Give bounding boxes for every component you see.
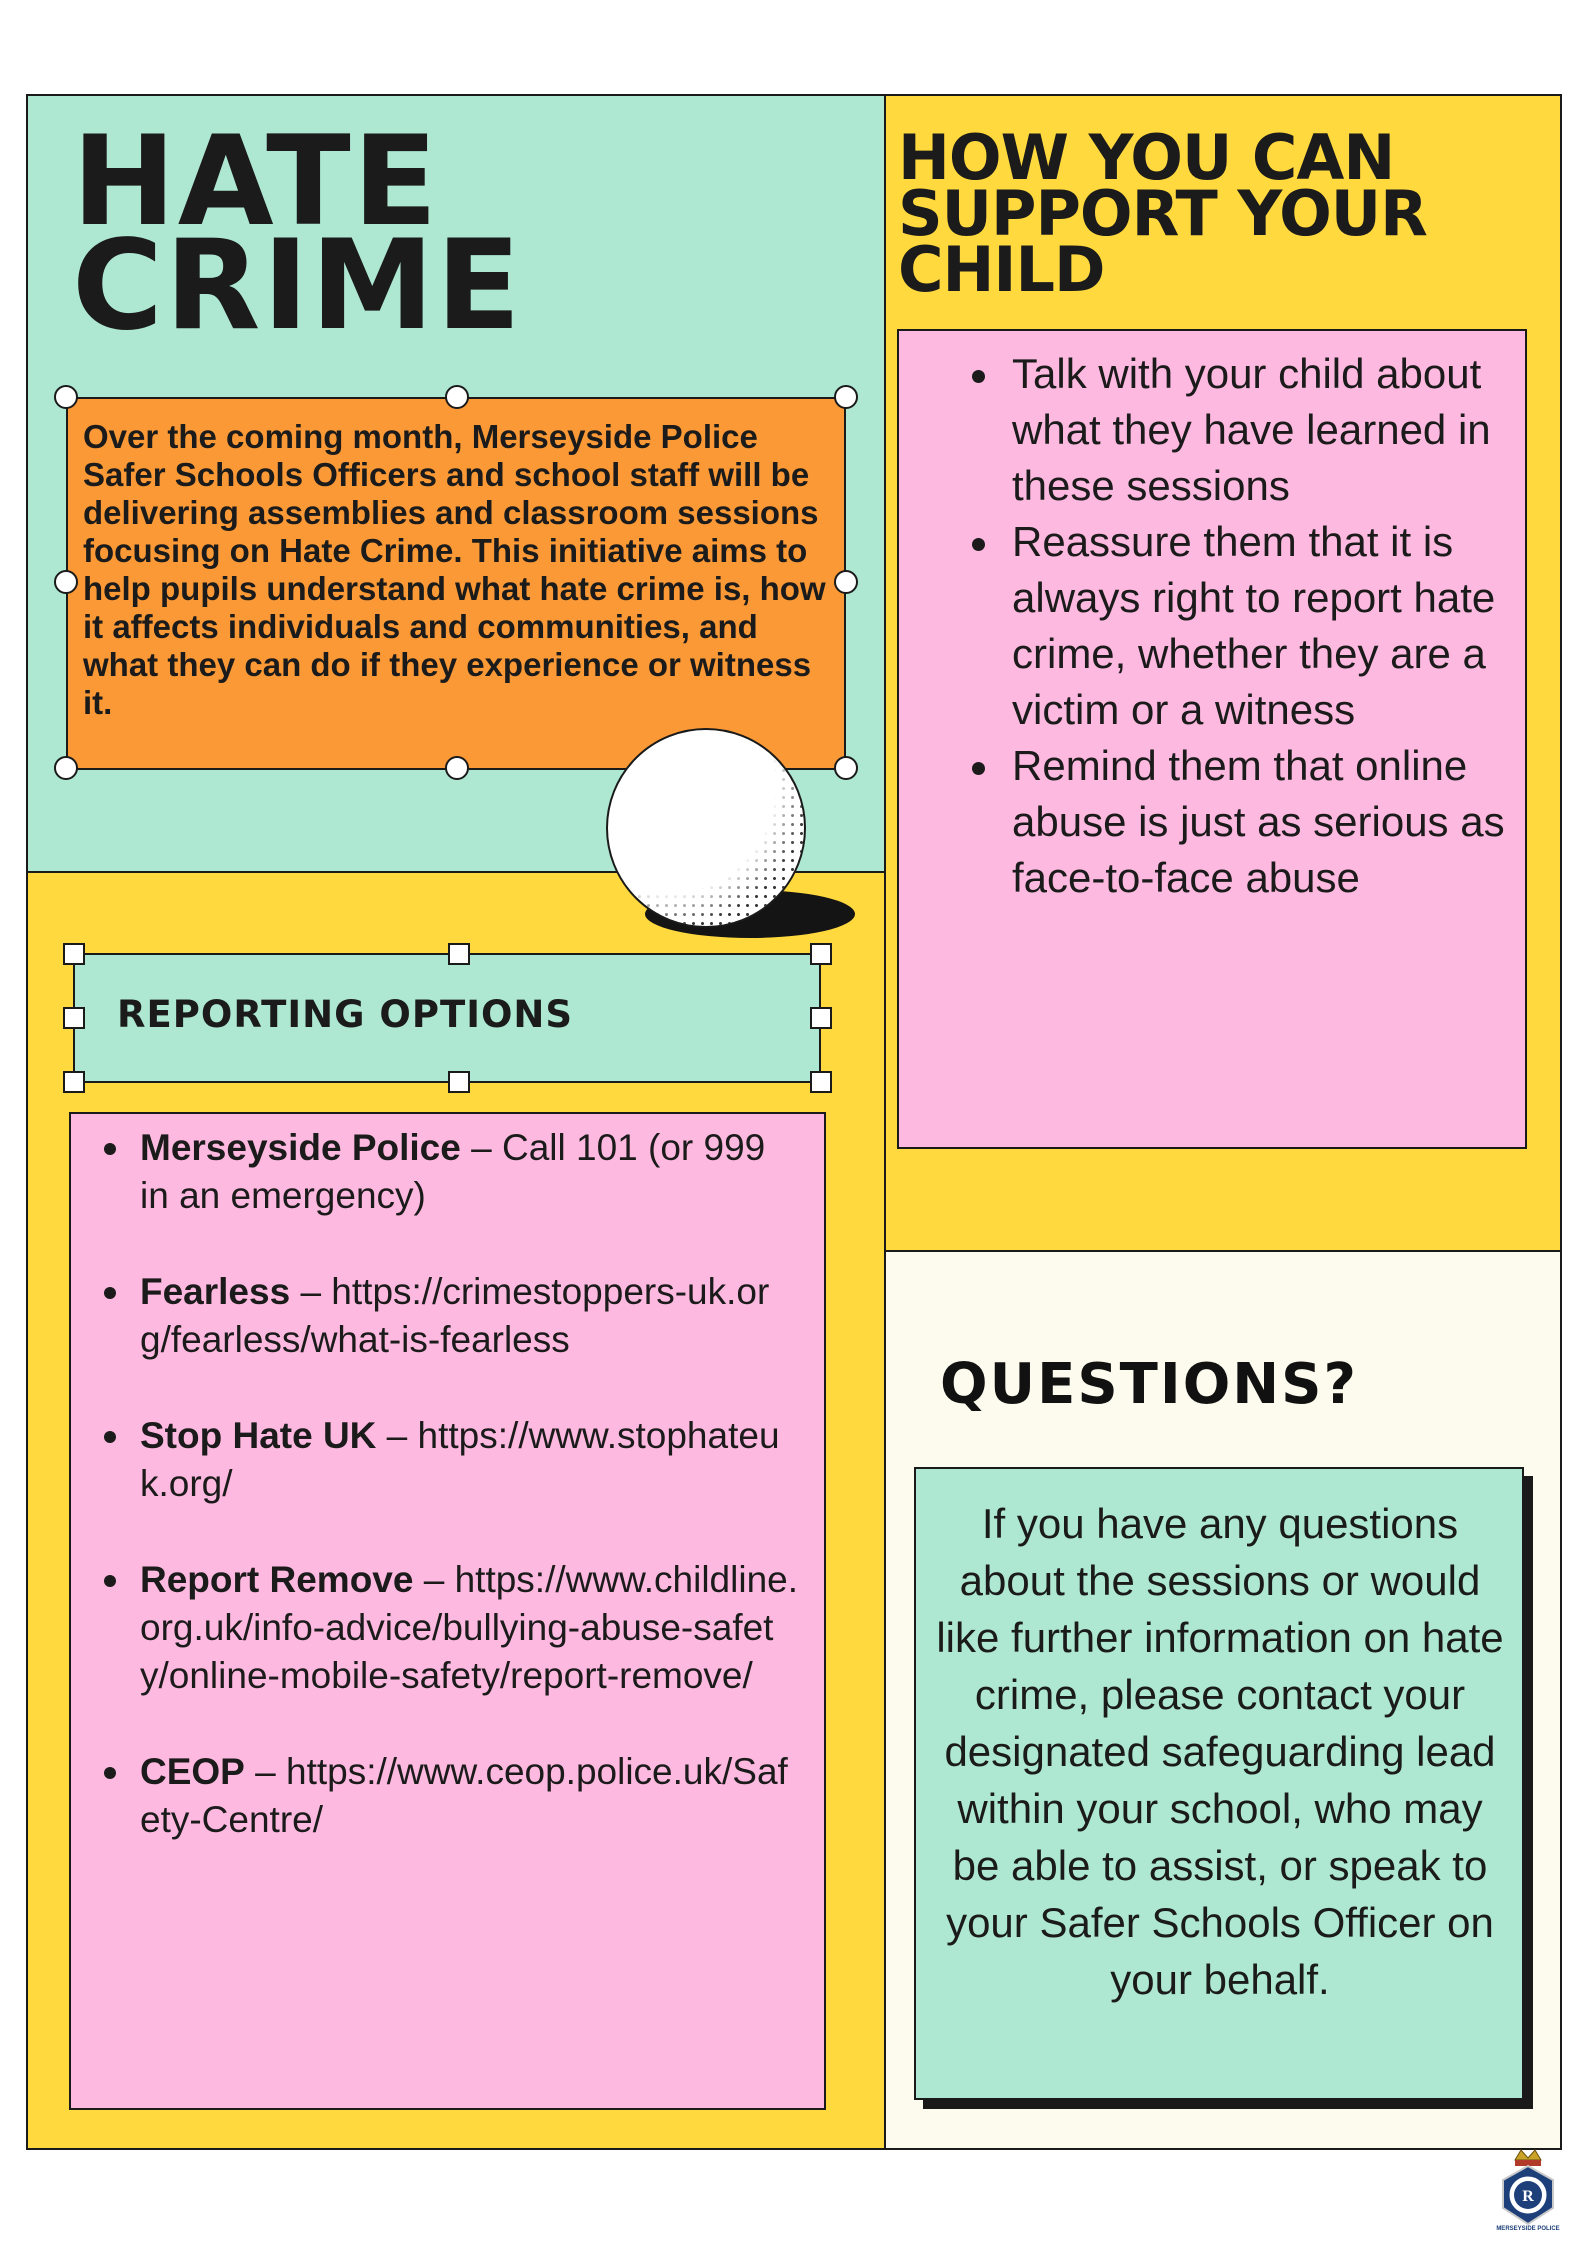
list-item: Reassure them that it is always right to report hate crime, whether they are a victim or a witness <box>1012 514 1512 738</box>
option-link[interactable]: – https://www.stophateuk.org/ <box>140 1415 780 1504</box>
option-link[interactable]: – https://www.childline.org.uk/info-advice/bullying-abuse-safety/online-mobile-safety/report-remove/ <box>140 1559 799 1696</box>
option-name: CEOP <box>140 1751 245 1792</box>
merseyside-police-crest-icon <box>1495 2146 1561 2232</box>
reporting-options-title: REPORTING OPTIONS <box>117 993 574 1036</box>
resize-handle[interactable] <box>63 1071 85 1093</box>
resize-handle[interactable] <box>63 1007 85 1029</box>
resize-handle[interactable] <box>54 385 78 409</box>
page-title: HATE CRIME <box>72 110 523 358</box>
option-detail: – Call 101 (or 999 in an emergency) <box>140 1127 766 1216</box>
support-title: HOW YOU CAN SUPPORT YOUR CHILD <box>898 121 1427 306</box>
list-item <box>140 1124 800 1220</box>
resize-handle[interactable] <box>448 943 470 965</box>
ball-decoration <box>606 728 806 928</box>
resize-handle[interactable] <box>834 756 858 780</box>
resize-handle[interactable] <box>448 1071 470 1093</box>
option-name: Fearless <box>140 1271 291 1312</box>
list-item <box>140 1412 800 1508</box>
option-name: Merseyside Police <box>140 1127 461 1168</box>
option-name: Stop Hate UK <box>140 1415 377 1456</box>
option-link[interactable]: – https://www.ceop.police.uk/Safety-Centre/ <box>140 1751 788 1840</box>
intro-text: Over the coming month, Merseyside Police Safer Schools Officers and school staff will be delivering assemblies and classroom sessions focusing on Hate Crime. This initiative aims to help pupils understand what hate crime is, how it affects individuals and communities, and what they can do if they experience or witness it. <box>83 418 826 721</box>
questions-text: If you have any questions about the sessions or would like further information on hate crime, please contact your designated safeguarding lead within your school, who may be able to assist, or speak to your Safer Schools Officer on your behalf. <box>936 1500 1504 2003</box>
reporting-options-list <box>140 1124 800 1892</box>
resize-handle[interactable] <box>63 943 85 965</box>
option-link[interactable]: – https://crimestoppers-uk.org/fearless/what-is-fearless <box>140 1271 770 1360</box>
questions-title: QUESTIONS? <box>940 1352 1358 1417</box>
resize-handle[interactable] <box>445 756 469 780</box>
option-name: Report Remove <box>140 1559 414 1600</box>
support-list <box>1012 346 1512 906</box>
list-item <box>140 1748 800 1844</box>
resize-handle[interactable] <box>54 756 78 780</box>
resize-handle[interactable] <box>445 385 469 409</box>
list-item: Talk with your child about what they have learned in these sessions <box>1012 346 1512 514</box>
list-item <box>140 1556 800 1700</box>
resize-handle[interactable] <box>810 943 832 965</box>
resize-handle[interactable] <box>834 570 858 594</box>
resize-handle[interactable] <box>54 570 78 594</box>
logo-text: MERSEYSIDE POLICE <box>1496 2226 1560 2232</box>
resize-handle[interactable] <box>810 1071 832 1093</box>
resize-handle[interactable] <box>810 1007 832 1029</box>
list-item <box>140 1268 800 1364</box>
svg-text:R: R <box>1522 2188 1534 2205</box>
list-item: Remind them that online abuse is just as serious as face-to-face abuse <box>1012 738 1512 906</box>
resize-handle[interactable] <box>834 385 858 409</box>
